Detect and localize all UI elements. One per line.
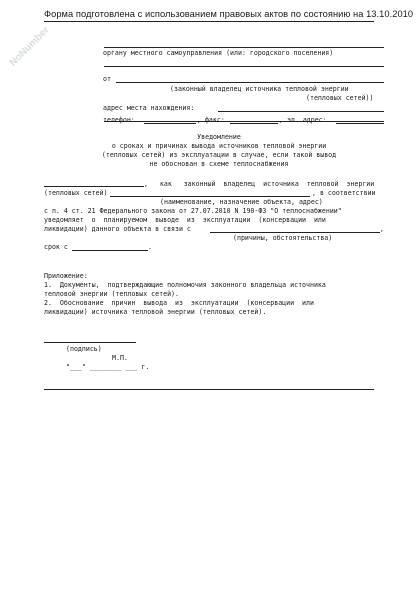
appendix-item-1b: тепловой энергии (тепловых сетей). <box>44 290 179 298</box>
phone-label: телефон: <box>103 116 135 124</box>
owner-name-field <box>44 186 144 187</box>
term-end: . <box>148 243 152 251</box>
body-line-6a: ликвидации) данного объекта в связи с <box>44 225 191 233</box>
fax-label: , факс: <box>197 116 225 124</box>
address-label: адрес места нахождения: <box>103 104 195 112</box>
object-field <box>110 196 310 197</box>
body-line-1: , как законный владелец источника тепловой энергии <box>144 180 375 188</box>
signature-date: "___" ________ ___ г. <box>66 363 150 371</box>
body-line-2a: (тепловых сетей) <box>44 189 108 197</box>
address-field <box>218 111 384 112</box>
signature-line <box>44 342 136 343</box>
object-note: (наименование, назначение объекта, адрес) <box>160 198 323 206</box>
seal-label: М.П. <box>112 354 128 362</box>
doc-subtitle-3: не обоснован в схеме теплоснабжения <box>149 160 289 168</box>
appendix-item-1a: 1. Документы, подтверждающие полномочия законного владельца источника <box>44 281 326 289</box>
addressee-line <box>104 47 384 48</box>
owner-note-2: (тепловых сетей)) <box>306 94 374 102</box>
footer-rule <box>44 389 374 390</box>
term-label: срок с <box>44 243 68 251</box>
email-label: , эл. адрес: <box>279 116 327 124</box>
addressee-authority: органу местного самоуправления (или: городского поселения) <box>103 49 334 57</box>
addressee-line-2 <box>104 66 384 67</box>
body-line-6b: , <box>380 225 384 233</box>
reason-field <box>210 232 380 233</box>
from-label: от <box>103 75 111 83</box>
email-field <box>336 123 384 124</box>
appendix-title: Приложение: <box>44 272 88 280</box>
address-field-2 <box>104 121 384 122</box>
body-line-5: уведомляет о планируемом выводе из эксплуатации (консервации или <box>44 216 326 224</box>
doc-title: Уведомление <box>197 133 241 141</box>
fax-field <box>230 123 278 124</box>
form-header: Форма подготовлена с использованием правовых актов по состоянию на 13.10.2010 <box>44 9 374 22</box>
doc-subtitle-1: о сроках и причинах вывода источников тепловой энергии <box>111 142 327 150</box>
owner-note: (законный владелец источника тепловой энергии <box>170 85 349 93</box>
signature-label: (подпись) <box>66 345 102 353</box>
term-field <box>72 250 148 251</box>
appendix-item-2b: ликвидации) источника тепловой энергии (тепловых сетей). <box>44 308 267 316</box>
reason-note: (причины, обстоятельства) <box>233 234 333 242</box>
watermark-logo: NoNumber <box>7 24 52 69</box>
body-line-4: с п. 4 ст. 21 Федерального закона от 27.07.2010 N 190-ФЗ "О теплоснабжении" <box>44 207 342 215</box>
doc-subtitle-2: (тепловых сетей) из эксплуатации в случае, если такой вывод <box>101 151 337 159</box>
body-line-2b: , в соответствии <box>312 189 376 197</box>
phone-field <box>144 123 196 124</box>
appendix-item-2a: 2. Обоснование причин вывода из эксплуатации (консервации или <box>44 299 314 307</box>
sender-line <box>116 82 384 83</box>
